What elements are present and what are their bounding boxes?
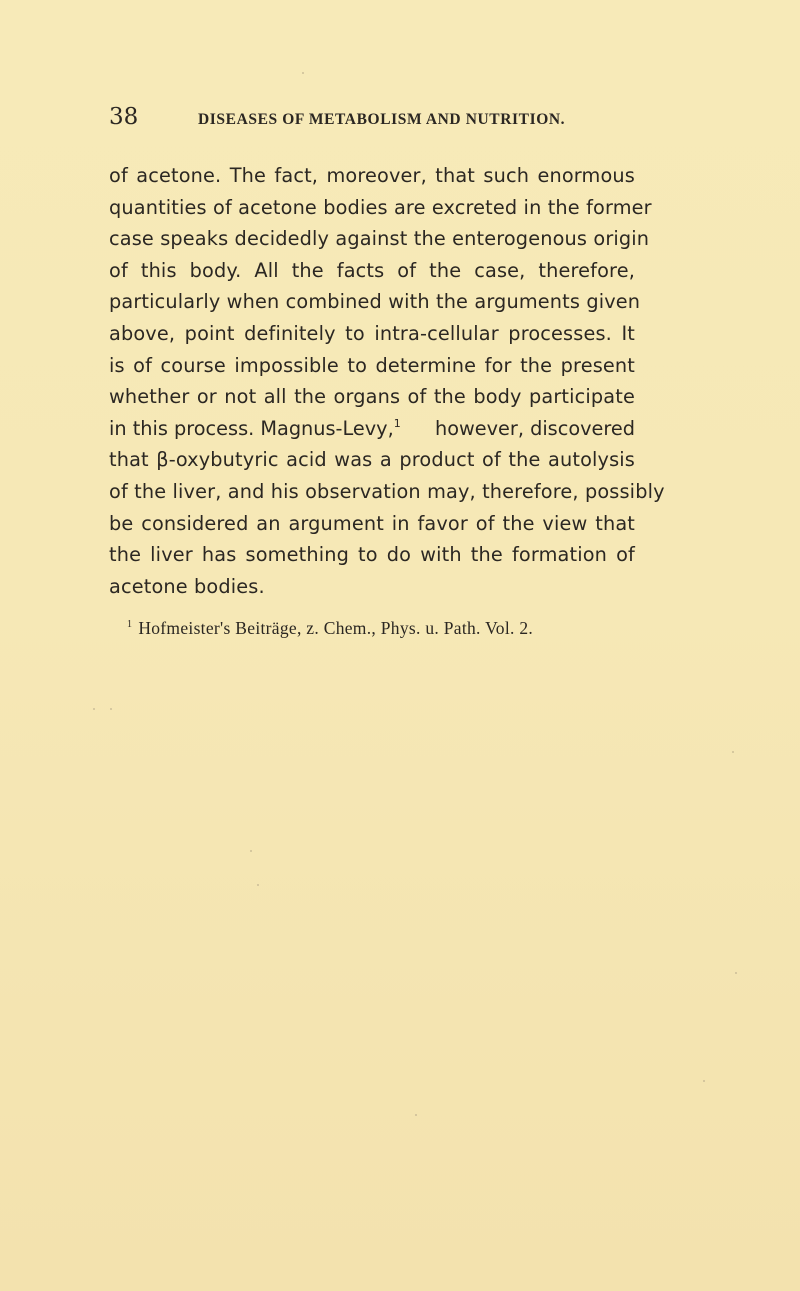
paper-speck [302, 72, 304, 74]
paper-speck [732, 751, 734, 753]
page-number: 38 [109, 104, 139, 130]
paper-speck [257, 884, 259, 886]
text-line: acetone bodies. [109, 574, 265, 598]
text-line: of this body. All the facts of the case, therefore, [109, 258, 635, 282]
text-line: case speaks decidedly against the enterogenous origin [109, 227, 650, 251]
text-line: be considered an argument in favor of the view that [109, 511, 635, 535]
text-line: quantities of acetone bodies are excreted in the former [109, 195, 652, 219]
footnote-reference: 1 [393, 416, 401, 430]
text-line-with-footnote-ref [109, 413, 635, 445]
text-line: particularly when combined with the arguments given [109, 290, 641, 314]
text-line: whether or not all the organs of the body participate [109, 385, 635, 409]
text-line-tail: however, discovered [434, 416, 635, 440]
footnote-text: Hofmeister's Beiträge, z. Chem., Phys. u. Path. Vol. 2. [138, 618, 534, 638]
text-line: is of course impossible to determine for the present [109, 353, 635, 377]
paper-speck [703, 1080, 705, 1082]
running-title: DISEASES OF METABOLISM AND NUTRITION. [198, 111, 566, 128]
paper-speck [110, 708, 112, 710]
text-line: of the liver, and his observation may, therefore, possibly [109, 479, 665, 503]
footnote-marker: 1 [127, 619, 133, 630]
text-line-lead: in this process. Magnus-Levy, [109, 416, 394, 440]
text-line-segment [109, 413, 401, 445]
text-line: of acetone. The fact, moreover, that such enormous [109, 164, 635, 187]
paper-speck [415, 1114, 417, 1116]
paper-speck [250, 850, 252, 852]
footnote [127, 618, 533, 639]
paper-speck [93, 708, 95, 710]
text-line: that β-oxybutyric acid was a product of the autolysis [109, 448, 635, 472]
paper-speck [735, 972, 737, 974]
text-line: the liver has something to do with the formation of [109, 543, 635, 567]
page-header [109, 104, 629, 138]
body-paragraph [109, 160, 665, 602]
text-line: above, point definitely to intra-cellular processes. It [109, 321, 635, 345]
